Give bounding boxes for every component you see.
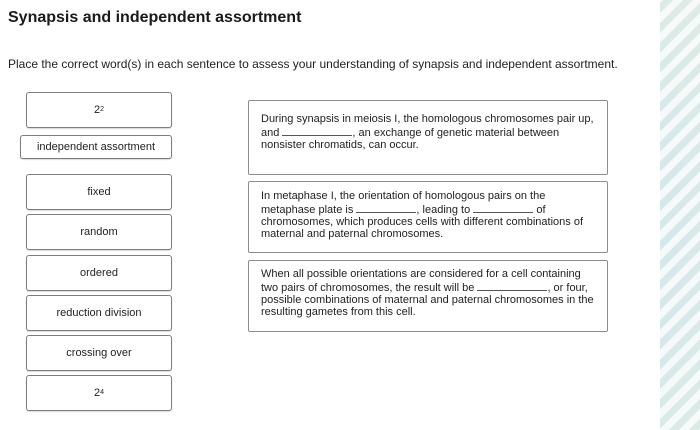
sentence-box-2	[248, 181, 608, 253]
word-tile-random[interactable]	[26, 214, 172, 250]
word-tile-label: reduction division	[56, 307, 142, 319]
sentence-text: During synapsis in meiosis I, the homologous chromosomes pair up, and	[261, 113, 594, 139]
answer-blank[interactable]	[473, 202, 533, 213]
word-tile-label: 2	[93, 387, 101, 399]
word-tile-crossing-over[interactable]	[26, 335, 172, 371]
sentence-box-3	[248, 260, 608, 332]
sentence-text: In metaphase I, the orientation of homologous pairs on the metaphase plate is	[261, 190, 546, 216]
page-title: Synapsis and independent assortment	[8, 9, 302, 26]
answer-blank[interactable]	[477, 280, 547, 291]
sentence-text: of chromosomes, which produces cells with different combinations of maternal and paternal chromosomes.	[261, 204, 584, 240]
sentence-text: , an exchange of genetic material between nonsister chromatids, can occur.	[261, 127, 560, 151]
word-tile-reduction-division[interactable]	[26, 295, 172, 331]
word-tile-independent-assortment[interactable]	[20, 135, 172, 159]
word-tile-label: random	[80, 226, 118, 238]
word-tile-label: independent assortment	[36, 141, 156, 153]
answer-blank[interactable]	[282, 125, 352, 136]
sentence-text: , or four, possible combinations of maternal and paternal chromosomes in the resulting gametes from this cell.	[261, 282, 594, 318]
sentence-text: When all possible orientations are considered for a cell containing two pairs of chromosomes, the result will be	[261, 268, 581, 294]
word-tile-label: crossing over	[66, 347, 132, 359]
word-tile-label: 2	[93, 104, 101, 116]
word-tile-2-to-the-4[interactable]: 2 4	[26, 375, 172, 411]
word-tile-label: fixed	[87, 186, 111, 198]
sentence-box-1	[248, 100, 608, 175]
sentence-text: , leading to	[416, 204, 471, 216]
word-tile-ordered[interactable]	[26, 255, 172, 291]
word-tile-fixed[interactable]	[26, 174, 172, 210]
word-tile-label: ordered	[80, 267, 118, 279]
answer-blank[interactable]	[356, 202, 416, 213]
instructions-text: Place the correct word(s) in each sentence to assess your understanding of synapsis and independent assortment.	[8, 57, 618, 71]
word-tile-2-squared[interactable]: 2 2	[26, 92, 172, 128]
